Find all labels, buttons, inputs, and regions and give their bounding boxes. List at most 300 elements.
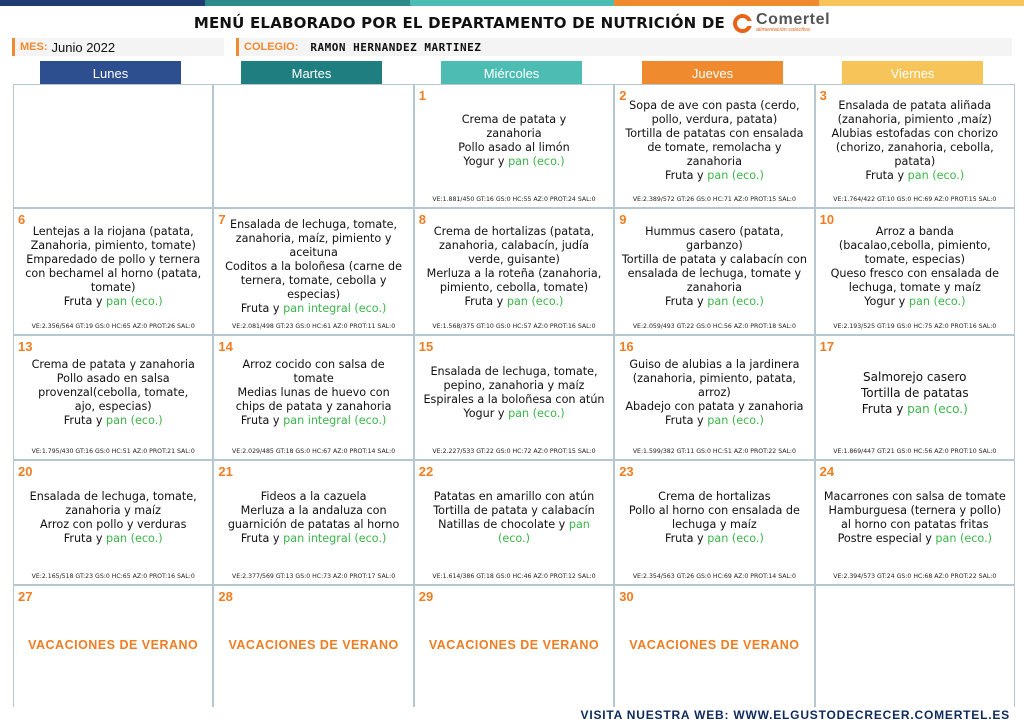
menu-line [862,401,968,417]
menu-line [434,490,595,504]
dish-text: Ensalada de lechuga, tomate, [430,364,598,378]
footer-website: VISITA NUESTRA WEB: WWW.ELGUSTODECRECER.COMERTEL.ES [580,708,1010,722]
menu-content [418,91,610,191]
calendar-day-cell [214,336,412,459]
vacation-label: VACACIONES DE VERANO [428,638,600,652]
menu-content [217,342,409,443]
menu-line [686,239,743,253]
dish-text: Postre especial y [837,531,936,545]
menu-line [236,232,392,246]
nutrition-info: VE:2.165/518 GT:23 GS:0 HC:65 AZ:0 PROT:16 SAL:0 [31,573,195,580]
menu-line [40,518,186,532]
menu-line [430,365,597,379]
top-bar-segment [819,0,1024,6]
day-number: 15 [418,339,434,354]
menu-line [665,295,764,309]
menu-content [618,91,810,191]
menu-line [629,504,800,518]
top-bar-segment [614,0,819,6]
dish-text: zanahoria [486,127,542,140]
bread-text: pan (eco.) [707,169,764,182]
menu-line [427,267,602,281]
day-number: 27 [18,589,33,604]
dish-text: Yogur y [864,294,909,308]
menu-line [849,281,981,295]
dish-text: lechuga, tomate y maíz [848,280,981,294]
calendar-day-cell [415,336,613,459]
calendar-day-cell [615,586,813,712]
menu-line [836,141,994,155]
calendar-day-cell [615,461,813,584]
menu-line [864,295,965,309]
dish-text: (zanahoria, pimiento, patata, [632,371,796,385]
dish-text: Fruta y [865,169,908,182]
menu-line [261,490,367,504]
dish-text: garbanzo) [686,238,743,252]
menu-line [26,253,200,267]
school-value: RAMON HERNANDEZ MARTINEZ [310,40,482,54]
menu-line [241,504,387,518]
menu-content [618,342,810,443]
menu-line [438,518,590,532]
menu-line [832,127,999,141]
dish-text: ensalada de lechuga, tomate y [627,266,802,280]
logo-name: Comertel [755,11,831,29]
menu-line [629,358,799,372]
dish-text: Ensalada de lechuga, tomate, [230,217,398,231]
menu-line [465,295,564,309]
menu-line [463,407,564,421]
dish-text: Zanahoria, pimiento, tomate) [30,238,196,252]
bread-text: pan (eco.) [908,294,966,308]
menu-line [75,400,152,414]
menu-content [418,467,610,568]
menu-line [38,386,188,400]
menu-line [243,358,385,372]
month-label: MES: [20,41,48,53]
dish-text: Hamburguesa (ternera y pollo) [828,503,1002,517]
header [0,9,1024,37]
top-color-bar [0,0,1024,6]
nutrition-info: VE:2.389/572 GT:26 GS:0 HC:71 AZ:0 PROT:15 SAL:0 [632,196,796,203]
dish-text: lechuga y maíz [672,517,757,531]
dish-text: Tortilla de patata y calabacín [433,503,595,517]
dish-text: Tortilla de patata y calabacín con [621,252,807,266]
calendar-day-cell [14,209,212,334]
menu-line [241,274,387,288]
nutrition-info: VE:1.795/430 GT:16 GS:0 HC:51 AZ:0 PROT:21 SAL:0 [31,448,195,455]
dish-text: Natillas de chocolate y [438,517,569,531]
menu-line [839,239,991,253]
dish-text: ternera, tomate, cebolla y [240,273,387,287]
menu-line [225,260,402,274]
dish-text: pollo, verdura, patata) [651,113,778,126]
dish-text: Pollo asado al limón [458,141,570,154]
calendar-day-cell [14,336,212,459]
dish-text: guarnición de patatas al horno [227,517,400,531]
logo-subtitle: alimentación colectiva [755,27,810,34]
dish-text: Ensalada de lechuga, tomate, [29,489,197,503]
bread-text: pan (eco.) [506,294,564,308]
day-number: 14 [218,339,233,354]
nutrition-info: VE:2.394/573 GT:24 GS:0 HC:68 AZ:0 PROT:22 SAL:0 [833,573,997,580]
calendar-day-cell [415,461,613,584]
menu-line [831,267,999,281]
menu-line [622,253,807,267]
dish-text: Lentejas a la riojana (patata, [32,224,194,238]
dish-text: Merluza a la roteña (zanahoria, [426,266,602,280]
dish-text: Crema de patata y [461,113,567,126]
calendar-day-cell [816,461,1014,584]
bread-text: pan (eco.) [106,413,163,427]
day-number: 9 [619,212,627,227]
menu-content [819,342,1011,443]
menu-line [486,127,541,141]
school-label: COLEGIO: [244,41,299,53]
menu-content [17,215,209,318]
dish-text: pimiento, cebolla, tomate) [439,280,589,294]
dish-text: Fruta y [240,413,284,427]
dish-text: Fruta y [664,294,708,308]
menu-line [237,386,389,400]
day-number: 24 [819,464,835,479]
dish-text: Fruta y [664,531,708,545]
calendar-day-cell [615,336,813,459]
calendar-day-cell [415,586,613,712]
dish-text: zanahoria, maíz, pimiento y [235,231,392,245]
nutrition-info: VE:2.029/485 GT:18 GS:0 HC:67 AZ:0 PROT:14 SAL:0 [232,448,396,455]
dish-text: Queso fresco con ensalada de [830,266,999,280]
menu-line [64,532,163,546]
dish-text: zanahoria y maíz [65,503,162,517]
nutrition-info: VE:2.193/525 GT:19 GS:0 HC:75 AZ:0 PROT:16 SAL:0 [833,323,997,330]
calendar-day-cell [816,85,1014,207]
bread-text: pan (eco.) [707,531,764,545]
calendar-day-cell [214,461,412,584]
dish-text: (zanahoria, pimiento ,maíz) [837,113,992,126]
bread-text: pan [568,517,590,531]
menu-content [17,342,209,443]
calendar-day-cell [415,209,613,334]
nutrition-info: VE:2.356/564 GT:19 GS:0 HC:65 AZ:0 PROT:26 SAL:0 [31,323,195,330]
calendar-day-cell [14,461,212,584]
menu-line [672,518,757,532]
day-number: 2 [619,88,627,103]
nutrition-info: VE:2.059/493 GT:22 GS:0 HC:56 AZ:0 PROT:18 SAL:0 [632,323,796,330]
bread-text: pan integral (eco.) [283,413,387,427]
menu-line [236,400,392,414]
dish-text: Yogur y [463,155,509,168]
dish-text: Fruta y [664,169,708,182]
bread-text: (eco.) [498,531,530,545]
menu-line [91,281,136,295]
dish-text: Pollo al horno con ensalada de [628,503,800,517]
menu-line [33,225,194,239]
day-number: 29 [418,589,434,604]
dish-text: pepino, zanahoria y maíz [443,378,585,392]
dish-text: (bacalao,cebolla, pimiento, [838,238,991,252]
menu-line [57,372,170,386]
nutrition-info: VE:2.377/569 GT:13 GS:0 HC:73 AZ:0 PROT:17 SAL:0 [232,573,396,580]
menu-line [824,490,1006,504]
dish-text: arroz) [698,385,731,399]
calendar-day-cell [615,85,813,207]
dish-text: Fruta y [63,413,107,427]
dish-text: tomate, especias) [864,252,965,266]
dish-text: Fruta y [240,301,284,315]
bread-text: pan (eco.) [907,169,965,182]
menu-line [652,113,778,127]
menu-line [433,504,595,518]
menu-line [838,113,992,127]
dish-text: al horno con patatas fritas [841,517,989,531]
calendar-day-cell [214,85,412,207]
menu-line [468,253,560,267]
menu-content [618,467,810,568]
dish-text: Coditos a la boloñesa (carne de [225,259,402,273]
menu-line [645,225,784,239]
nutrition-info: VE:2.354/563 GT:26 GS:0 HC:69 AZ:0 PROT:14 SAL:0 [632,573,796,580]
menu-line [241,302,387,316]
menu-line [434,225,594,239]
dish-text: Patatas en amarillo con atún [433,489,595,503]
menu-line [628,267,802,281]
menu-line [498,532,530,546]
nutrition-info: VE:2.081/498 GT:23 GS:0 HC:61 AZ:0 PROT:11 SAL:0 [232,323,396,330]
calendar-day-cell [816,586,1014,712]
school-box [236,38,1012,56]
calendar-day-cell [214,209,412,334]
menu-line [463,155,564,169]
dish-text: tomate) [90,280,136,294]
menu-line [629,99,799,113]
menu-line [241,532,387,546]
dish-text: Hummus casero (patata, [645,224,784,238]
menu-line [625,127,803,141]
day-number: 28 [218,589,233,604]
menu-line [838,532,992,546]
vacation-label: VACACIONES DE VERANO [28,638,199,652]
menu-line [32,358,195,372]
menu-line [828,504,1001,518]
menu-content [819,91,1011,191]
menu-line [423,393,604,407]
menu-line [64,295,163,309]
dish-text: Merluza a la andaluza con [240,503,387,517]
dish-text: verde, guisante) [468,252,560,266]
vacation-label: VACACIONES DE VERANO [629,638,800,652]
weekday-lunes: Lunes [40,61,181,85]
menu-content [217,215,409,318]
calendar-day-cell [14,85,212,207]
dish-text: Fruta y [464,294,507,308]
menu-line [625,400,803,414]
day-number: 3 [819,88,827,103]
calendar-day-cell [415,85,613,207]
logo-text [756,12,830,34]
menu-line [665,414,764,428]
menu-line [65,504,161,518]
dish-text: Arroz cocido con salsa de [242,357,385,371]
menu-line [241,414,387,428]
menu-calendar-grid [13,84,1015,707]
menu-content [418,342,610,443]
menu-line [293,372,333,386]
nutrition-info: VE:1.614/386 GT:18 GS:0 HC:46 AZ:0 PROT:12 SAL:0 [432,573,596,580]
day-number: 6 [18,212,26,227]
page-title: MENÚ ELABORADO POR EL DEPARTAMENTO DE NUTRICIÓN DE [193,14,725,32]
calendar-day-cell [816,336,1014,459]
menu-line [658,490,770,504]
comertel-logo [733,12,830,34]
top-bar-segment [205,0,410,6]
day-number: 10 [819,212,835,227]
bread-text: pan (eco.) [707,413,764,427]
dish-text: chips de patata y zanahoria [235,399,392,413]
menu-content [418,215,610,318]
dish-text: Fruta y [861,401,908,416]
day-number: 17 [819,339,835,354]
dish-text: tomate [293,371,334,385]
day-number: 22 [418,464,434,479]
menu-line [647,141,781,155]
dish-text: de tomate, remolacha y [647,141,782,154]
nutrition-info: VE:1.869/447 GT:21 GS:0 HC:56 AZ:0 PROT:10 SAL:0 [833,448,997,455]
menu-line [865,253,965,267]
dish-text: Ensalada de patata aliñada [838,99,992,112]
menu-line [687,155,742,169]
day-number: 21 [218,464,233,479]
menu-line [861,385,969,401]
dish-text: Pollo asado en salsa [56,371,170,385]
dish-text: Tortilla de patatas [860,385,969,400]
menu-content [17,467,209,568]
day-number: 23 [619,464,634,479]
bread-text: pan (eco.) [508,155,565,168]
menu-line [894,155,935,169]
menu-line [665,169,764,183]
dish-text: provenzal(cebolla, tomate, [38,385,189,399]
weekday-martes: Martes [241,61,382,85]
menu-line [462,113,567,127]
day-number: 16 [619,339,634,354]
menu-line [865,169,964,183]
dish-text: Crema de hortalizas [658,489,771,503]
menu-content [819,467,1011,568]
menu-line [633,372,796,386]
day-number: 13 [18,339,33,354]
bread-text: pan (eco.) [707,294,764,308]
menu-line [230,218,397,232]
day-number: 20 [18,464,33,479]
dish-text: Guiso de alubias a la jardinera [629,357,800,371]
menu-line [31,239,196,253]
bread-text: pan integral (eco.) [283,531,387,545]
dish-text: Arroz con pollo y verduras [39,517,187,531]
menu-line [440,281,588,295]
comertel-logo-icon [733,14,752,33]
weekday-header [40,61,990,85]
month-box [12,38,224,56]
dish-text: zanahoria [686,280,742,294]
nutrition-info: VE:1.764/422 GT:10 GS:0 HC:69 AZ:0 PROT:15 SAL:0 [833,196,997,203]
dish-text: Fruta y [664,413,708,427]
dish-text: (chorizo, zanahoria, cebolla, [835,141,994,154]
dish-text: Macarrones con salsa de tomate [823,489,1006,503]
calendar-day-cell [816,209,1014,334]
dish-text: Yogur y [463,406,509,420]
menu-line [289,246,337,260]
menu-line [698,386,731,400]
menu-line [458,141,569,155]
dish-text: Fruta y [63,531,107,545]
menu-line [665,532,764,546]
day-number: 30 [619,589,634,604]
day-number: 1 [418,88,427,103]
bread-text: pan (eco.) [106,294,163,308]
menu-content [217,467,409,568]
menu-content [618,215,810,318]
dish-text: Crema de patata y zanahoria [31,357,195,371]
menu-line [439,239,589,253]
dish-text: zanahoria, calabacín, judía [439,238,589,252]
menu-content [819,215,1011,318]
dish-text: Arroz a banda [875,224,954,238]
menu-line [863,369,966,385]
dish-text: especias) [287,287,341,301]
dish-text: Salmorejo casero [863,369,967,384]
bread-text: pan (eco.) [106,531,163,545]
weekday-jueves: Jueves [642,61,783,85]
bread-text: pan (eco.) [508,406,565,420]
dish-text: Espirales a la boloñesa con atún [423,392,605,406]
dish-text: aceituna [289,245,338,259]
dish-text: Abadejo con patata y zanahoria [625,399,804,413]
menu-line [841,518,989,532]
nutrition-info: VE:1.881/450 GT:16 GS:0 HC:55 AZ:0 PROT:24 SAL:0 [432,196,596,203]
dish-text: Fideos a la cazuela [260,489,367,503]
nutrition-info: VE:1.599/382 GT:11 GS:0 HC:51 AZ:0 PROT:22 SAL:0 [632,448,796,455]
menu-line [228,518,400,532]
bread-text: pan integral (eco.) [283,301,387,315]
dish-text: Fruta y [63,294,107,308]
calendar-day-cell [615,209,813,334]
top-bar-segment [410,0,615,6]
month-value: Junio 2022 [51,39,116,55]
dish-text: Tortilla de patatas con ensalada [625,127,804,140]
dish-text: zanahoria [686,155,742,168]
dish-text: Alubias estofadas con chorizo [831,127,999,140]
nutrition-info: VE:2.227/533 GT:22 GS:0 HC:72 AZ:0 PROT:15 SAL:0 [432,448,596,455]
nutrition-info: VE:1.568/375 GT:10 GS:0 HC:57 AZ:0 PROT:16 SAL:0 [432,323,596,330]
weekday-miercoles: Miércoles [441,61,582,85]
menu-line [25,267,201,281]
calendar-day-cell [14,586,212,712]
menu-line [30,490,197,504]
dish-text: Fruta y [240,531,284,545]
weekday-viernes: Viernes [842,61,983,85]
day-number: 8 [418,212,427,227]
dish-text: con bechamel al horno (patata, [25,266,202,280]
dish-text: Crema de hortalizas (patata, [433,224,595,238]
menu-line [687,281,742,295]
vacation-label: VACACIONES DE VERANO [228,638,399,652]
dish-text: Sopa de ave con pasta (cerdo, [629,99,800,112]
dish-text: Medias lunas de huevo con [237,385,390,399]
menu-line [838,99,991,113]
calendar-day-cell [214,586,412,712]
day-number: 7 [218,212,226,227]
